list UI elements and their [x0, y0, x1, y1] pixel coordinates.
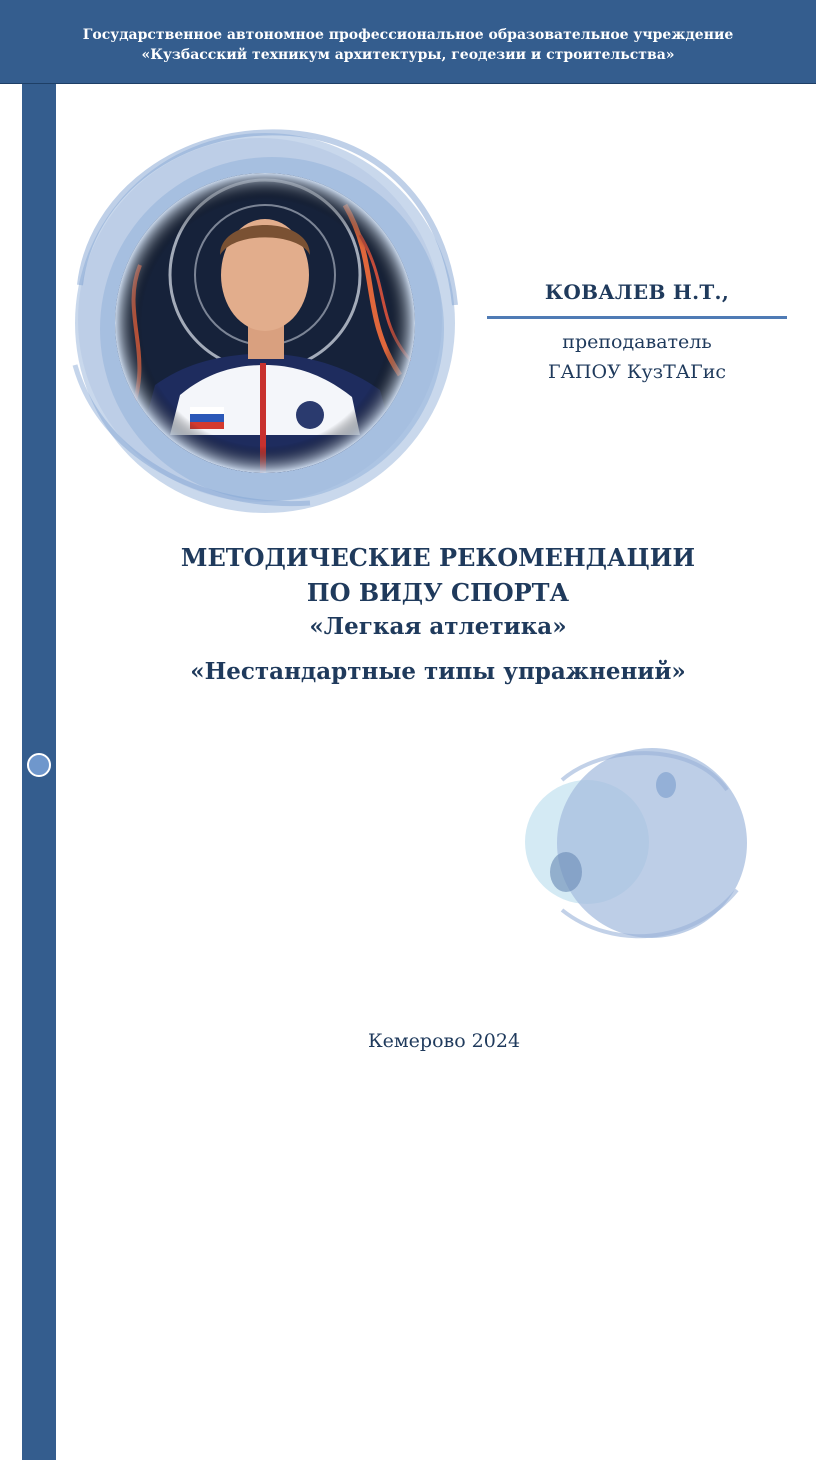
institution-header	[0, 0, 816, 84]
institution-name-line2: «Кузбасский техникум архитектуры, геодезии и строительства»	[141, 46, 675, 63]
document-title	[60, 540, 816, 685]
side-decor-dot	[27, 753, 51, 777]
author-block	[487, 280, 787, 387]
author-name: КОВАЛЕВ Н.Т.,	[544, 280, 730, 304]
title-line-1: МЕТОДИЧЕСКИЕ РЕКОМЕНДАЦИИ	[180, 543, 696, 572]
watercolor-circle-icon	[522, 740, 747, 950]
title-sport: «Легкая атлетика»	[309, 613, 567, 640]
author-role: преподаватель	[562, 331, 712, 353]
title-topic: «Нестандартные типы упражнений»	[190, 658, 686, 685]
institution-name-line1: Государственное автономное профессиональное образовательное учреждение	[82, 26, 734, 43]
author-org: ГАПОУ КузТАГис	[547, 361, 727, 383]
decor-bubble	[522, 740, 747, 950]
author-photo	[60, 115, 465, 520]
author-divider	[487, 316, 787, 319]
portrait-photo-icon	[60, 115, 465, 520]
city-year: Кемерово 2024	[367, 1030, 521, 1052]
title-line-2: ПО ВИДУ СПОРТА	[306, 578, 570, 607]
